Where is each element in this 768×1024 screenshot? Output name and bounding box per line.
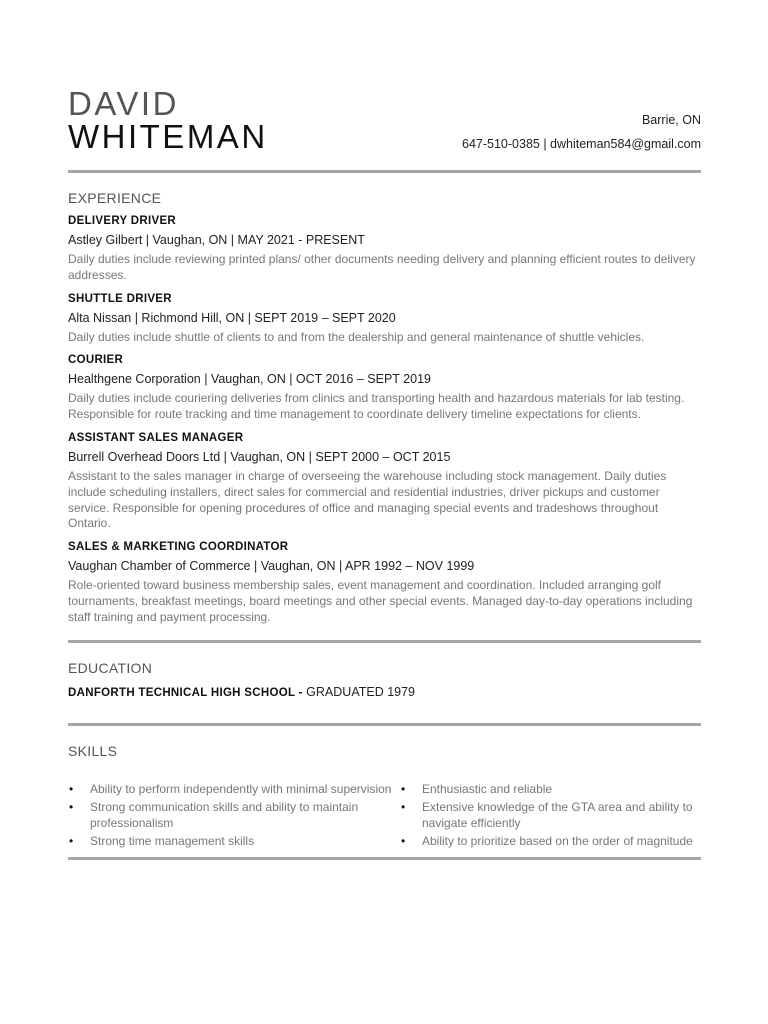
experience-section [68, 190, 701, 626]
school-name: DANFORTH TECHNICAL HIGH SCHOOL - [68, 686, 303, 699]
job-entry [68, 431, 701, 532]
divider-rule [68, 640, 701, 643]
job-entry [68, 540, 701, 625]
resume-page [68, 0, 701, 860]
skill-item [400, 833, 701, 849]
education-entry [68, 684, 701, 701]
skills-section [68, 743, 701, 851]
bullet-icon: • [401, 833, 406, 848]
skill-text: Enthusiastic and reliable [422, 781, 553, 796]
skills-heading: SKILLS [68, 742, 118, 759]
skill-text: Extensive knowledge of the GTA area and ability to navigate efficiently [422, 799, 693, 830]
job-description: Assistant to the sales manager in charge of overseeing the warehouse including stock management. Daily duties include scheduling installers, direct sales for commercial and residential industries, driver pickups and customer service. Responsible for opening procedures of office and managing special events and tradeshows throughout Ontario. [68, 468, 667, 531]
job-title: ASSISTANT SALES MANAGER [68, 431, 244, 444]
resume-header [68, 0, 701, 170]
job-meta: Vaughan Chamber of Commerce | Vaughan, ON | APR 1992 – NOV 1999 [68, 559, 475, 574]
job-title: COURIER [68, 354, 124, 367]
education-section [68, 660, 701, 701]
contact-info [462, 108, 701, 156]
bullet-icon: • [401, 799, 406, 814]
skill-text: Ability to prioritize based on the order of magnitude [422, 833, 693, 848]
job-description: Daily duties include reviewing printed plans/ other documents needing delivery and planning efficient routes to delivery addresses. [68, 252, 696, 282]
skill-item [400, 781, 701, 797]
job-meta: Burrell Overhead Doors Ltd | Vaughan, ON | SEPT 2000 – OCT 2015 [68, 449, 451, 464]
job-entry [68, 353, 701, 423]
skill-item [68, 781, 400, 797]
skill-item [68, 833, 400, 849]
skills-column-left [68, 781, 400, 851]
divider-rule [68, 723, 701, 726]
bullet-icon: • [69, 799, 74, 814]
bullet-icon: • [69, 833, 74, 848]
experience-heading: EXPERIENCE [68, 190, 162, 206]
bullet-icon: • [69, 781, 74, 796]
job-title: DELIVERY DRIVER [68, 215, 177, 227]
divider-rule [68, 170, 701, 173]
skill-text: Ability to perform independently with minimal supervision [90, 781, 392, 796]
job-description: Role-oriented toward business membership sales, event management and coordination. Included arranging golf tournaments, breakfast meetings, board meetings and other special events. Managed day-to-day operations including staff training and payment processing. [68, 578, 693, 624]
skills-list [68, 781, 701, 851]
job-meta: Alta Nissan | Richmond Hill, ON | SEPT 2019 – SEPT 2020 [68, 310, 396, 325]
skill-item [68, 799, 400, 831]
skills-column-right [400, 781, 701, 851]
phone-email: 647-510-0385 | dwhiteman584@gmail.com [462, 137, 701, 151]
job-title: SALES & MARKETING COORDINATOR [68, 541, 289, 554]
job-meta: Healthgene Corporation | Vaughan, ON | OCT 2016 – SEPT 2019 [68, 372, 431, 387]
skill-text: Strong communication skills and ability to maintain professionalism [90, 799, 359, 830]
job-entry [68, 292, 701, 346]
divider-rule [68, 857, 701, 860]
graduation-status: GRADUATED 1979 [302, 684, 416, 699]
skill-item [400, 799, 701, 831]
education-heading: EDUCATION [68, 659, 153, 676]
location: Barrie, ON [641, 113, 701, 127]
job-description: Daily duties include couriering deliveries from clinics and transporting health and hazardous materials for lab testing. Responsible for route tracking and time management to coordinate delivery timeline expectations for clients. [68, 391, 685, 422]
job-description: Daily duties include shuttle of clients to and from the dealership and general maintenance of shuttle vehicles. [68, 329, 645, 344]
job-title: SHUTTLE DRIVER [68, 292, 172, 305]
last-name: WHITEMAN [68, 118, 268, 155]
job-meta: Astley Gilbert | Vaughan, ON | MAY 2021 - PRESENT [68, 233, 365, 247]
bullet-icon: • [401, 781, 406, 796]
job-entry [68, 214, 701, 284]
first-name: DAVID [68, 85, 179, 122]
skill-text: Strong time management skills [90, 833, 255, 848]
